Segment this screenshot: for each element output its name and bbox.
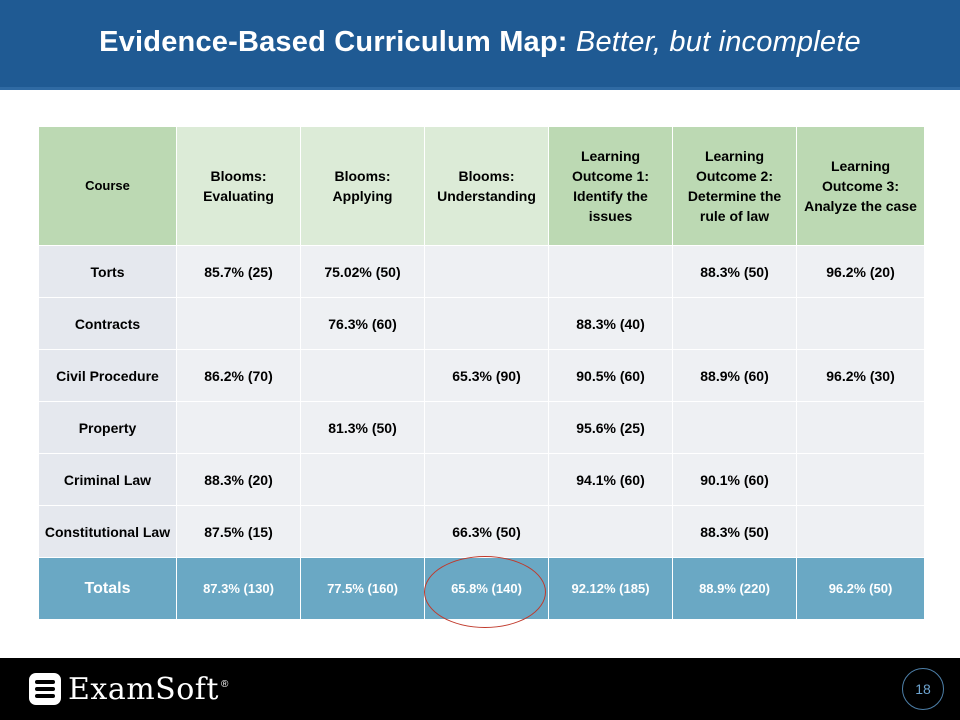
course-cell: Contracts [39, 298, 177, 350]
course-cell: Criminal Law [39, 454, 177, 506]
value-cell [797, 454, 925, 506]
header-row [39, 127, 925, 246]
title-subtitle: Better, but incomplete [575, 26, 861, 58]
value-cell: 65.3% (90) [425, 350, 549, 402]
header-cell: Learning Outcome 3: Analyze the case [797, 127, 925, 246]
footer-bar [0, 658, 960, 720]
value-cell [425, 454, 549, 506]
totals-cell: 92.12% (185) [549, 558, 673, 620]
value-cell: 87.5% (15) [177, 506, 301, 558]
table-row [39, 350, 925, 402]
value-cell: 88.3% (50) [673, 506, 797, 558]
value-cell: 88.3% (40) [549, 298, 673, 350]
course-cell: Property [39, 402, 177, 454]
table-row [39, 402, 925, 454]
totals-cell: 65.8% (140) [425, 558, 549, 620]
header-cell: Learning Outcome 2: Determine the rule of law [673, 127, 797, 246]
examsoft-logo [28, 671, 228, 707]
value-cell [797, 298, 925, 350]
totals-cell: 96.2% (50) [797, 558, 925, 620]
value-cell: 90.1% (60) [673, 454, 797, 506]
value-cell: 86.2% (70) [177, 350, 301, 402]
value-cell: 90.5% (60) [549, 350, 673, 402]
value-cell [177, 402, 301, 454]
highlight-circle [424, 556, 546, 628]
value-cell [425, 298, 549, 350]
value-cell [301, 506, 425, 558]
page-number: 18 [902, 668, 944, 710]
title-bar [0, 0, 960, 90]
table-row [39, 246, 925, 298]
table-row [39, 454, 925, 506]
value-cell [673, 402, 797, 454]
value-cell: 75.02% (50) [301, 246, 425, 298]
course-cell: Civil Procedure [39, 350, 177, 402]
value-cell: 81.3% (50) [301, 402, 425, 454]
course-cell: Torts [39, 246, 177, 298]
value-cell [797, 402, 925, 454]
course-cell: Constitutional Law [39, 506, 177, 558]
value-cell: 88.9% (60) [673, 350, 797, 402]
value-cell: 85.7% (25) [177, 246, 301, 298]
totals-label: Totals [39, 558, 177, 620]
totals-cell: 87.3% (130) [177, 558, 301, 620]
value-cell [797, 506, 925, 558]
examsoft-logo-icon [28, 672, 62, 706]
curriculum-map-table [38, 126, 925, 620]
header-cell: Blooms: Applying [301, 127, 425, 246]
value-cell: 94.1% (60) [549, 454, 673, 506]
value-cell: 88.3% (20) [177, 454, 301, 506]
logo-wordmark: ExamSoft [68, 671, 219, 707]
value-cell [301, 350, 425, 402]
value-cell [673, 298, 797, 350]
totals-cell: 88.9% (220) [673, 558, 797, 620]
header-cell: Blooms: Understanding [425, 127, 549, 246]
totals-cell: 77.5% (160) [301, 558, 425, 620]
value-cell [549, 506, 673, 558]
value-cell: 96.2% (30) [797, 350, 925, 402]
value-cell: 66.3% (50) [425, 506, 549, 558]
value-cell [549, 246, 673, 298]
table-row [39, 506, 925, 558]
value-cell [301, 454, 425, 506]
header-cell: Learning Outcome 1: Identify the issues [549, 127, 673, 246]
value-cell [425, 402, 549, 454]
slide-title [0, 26, 960, 59]
value-cell [177, 298, 301, 350]
header-cell: Course [39, 127, 177, 246]
table-row [39, 298, 925, 350]
header-cell: Blooms: Evaluating [177, 127, 301, 246]
value-cell: 88.3% (50) [673, 246, 797, 298]
value-cell: 76.3% (60) [301, 298, 425, 350]
value-cell: 96.2% (20) [797, 246, 925, 298]
value-cell: 95.6% (25) [549, 402, 673, 454]
value-cell [425, 246, 549, 298]
registered-mark: ® [220, 678, 229, 690]
title-main: Evidence-Based Curriculum Map: [99, 26, 568, 58]
